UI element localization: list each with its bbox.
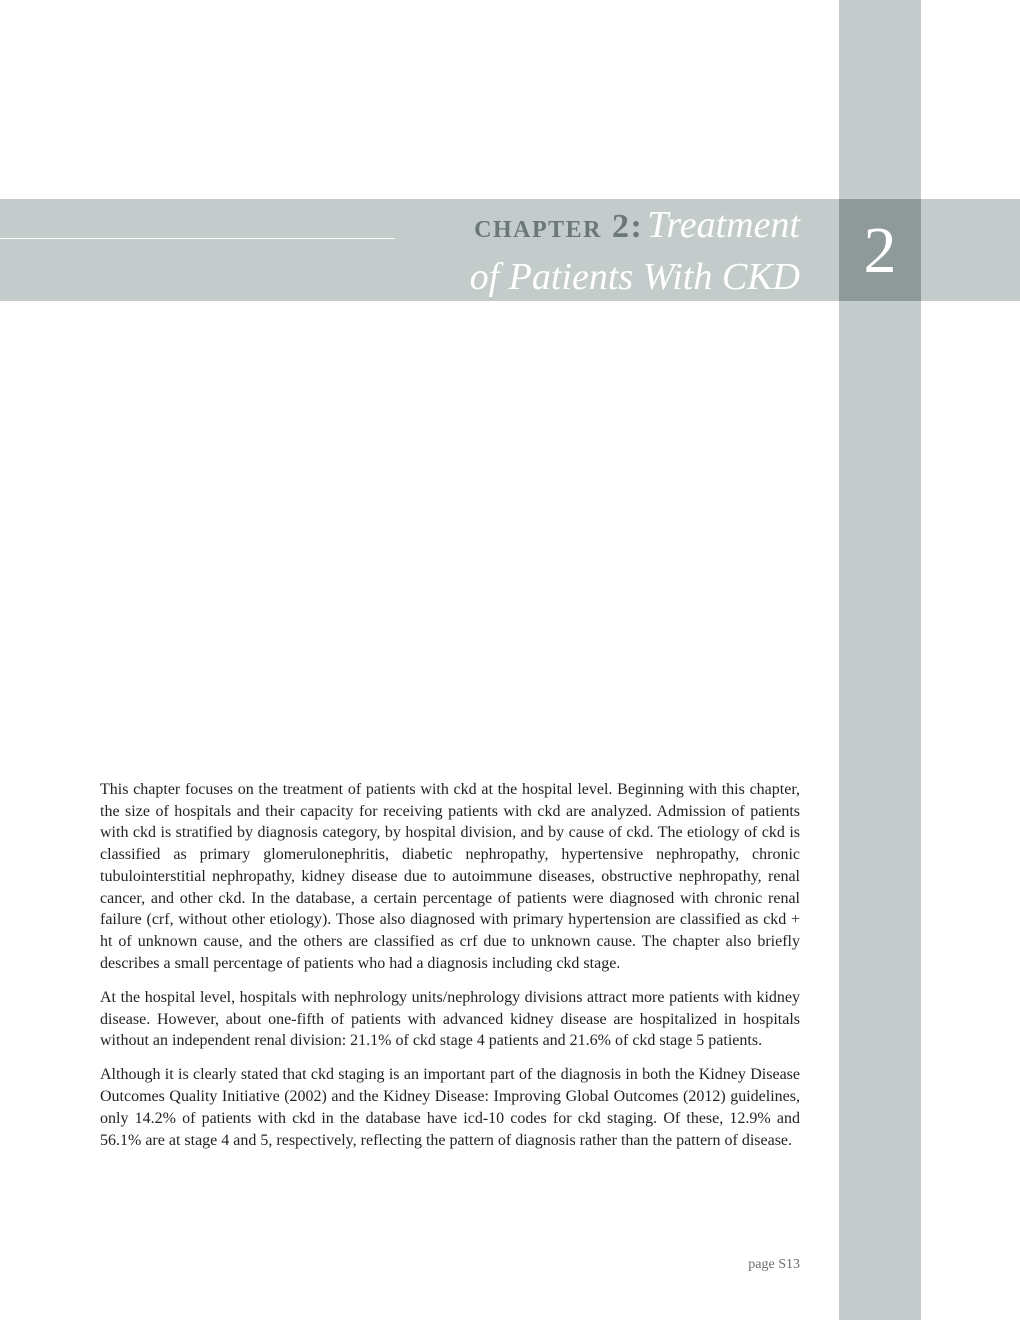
chapter-title (470, 203, 800, 307)
page-number: page S13 (748, 1257, 800, 1272)
chapter-title-line-2 (470, 255, 800, 307)
chapter-title-part-1: Treatment (647, 204, 800, 246)
side-strip (839, 0, 921, 1320)
header-rule (0, 238, 395, 239)
paragraph-3: Although it is clearly stated that ckd staging is an important part of the diagnosis in both the Kidney Disease Outcomes Quality Initiative (2002) and the Kidney Disease: Improving Global Outcomes (2012) guidelines, only 14.2% of patients with ckd in the database have icd-10 codes for ckd staging. Of these, 12.9% and 56.1% are at stage 4 and 5, respectively, reflecting the pattern of diagnosis rather than the pattern of disease. (100, 1066, 800, 1149)
body-text (100, 779, 800, 1164)
chapter-title-part-2: of Patients With CKD (469, 256, 800, 298)
paragraph-1: This chapter focuses on the treatment of patients with ckd at the hospital level. Beginning with this chapter, the size of hospitals and their capacity for receiving patients with ckd are analyzed. Admission of patients with ckd is stratified by diagnosis category, by hospital division, and by cause of ckd. The etiology of ckd is classified as primary glomerulonephritis, diabetic nephropathy, hypertensive nephropathy, chronic tubulointerstitial nephropathy, kidney disease due to autoimmune diseases, obstructive nephropathy, renal cancer, and other ckd. In the database, a certain percentage of patients were diagnosed with chronic renal failure (crf, without other etiology). Those also diagnosed with primary hypertension are classified as ckd + ht of unknown cause, and the others are classified as crf due to unknown cause. The chapter also briefly describes a small percentage of patients who had a diagnosis including ckd stage. (100, 781, 800, 972)
chapter-number: 2 (863, 214, 897, 287)
paragraph-2: At the hospital level, hospitals with nephrology units/nephrology divisions attract more patients with kidney disease. However, about one-fifth of patients with advanced kidney disease are hospitalized in hospitals without an independent renal division: 21.1% of ckd stage 4 patients and 21.6% of ckd stage 5 patients. (100, 988, 800, 1050)
chapter-label: chapter 2: (474, 208, 644, 245)
chapter-title-line-1 (470, 203, 800, 255)
chapter-number-box (839, 199, 921, 301)
